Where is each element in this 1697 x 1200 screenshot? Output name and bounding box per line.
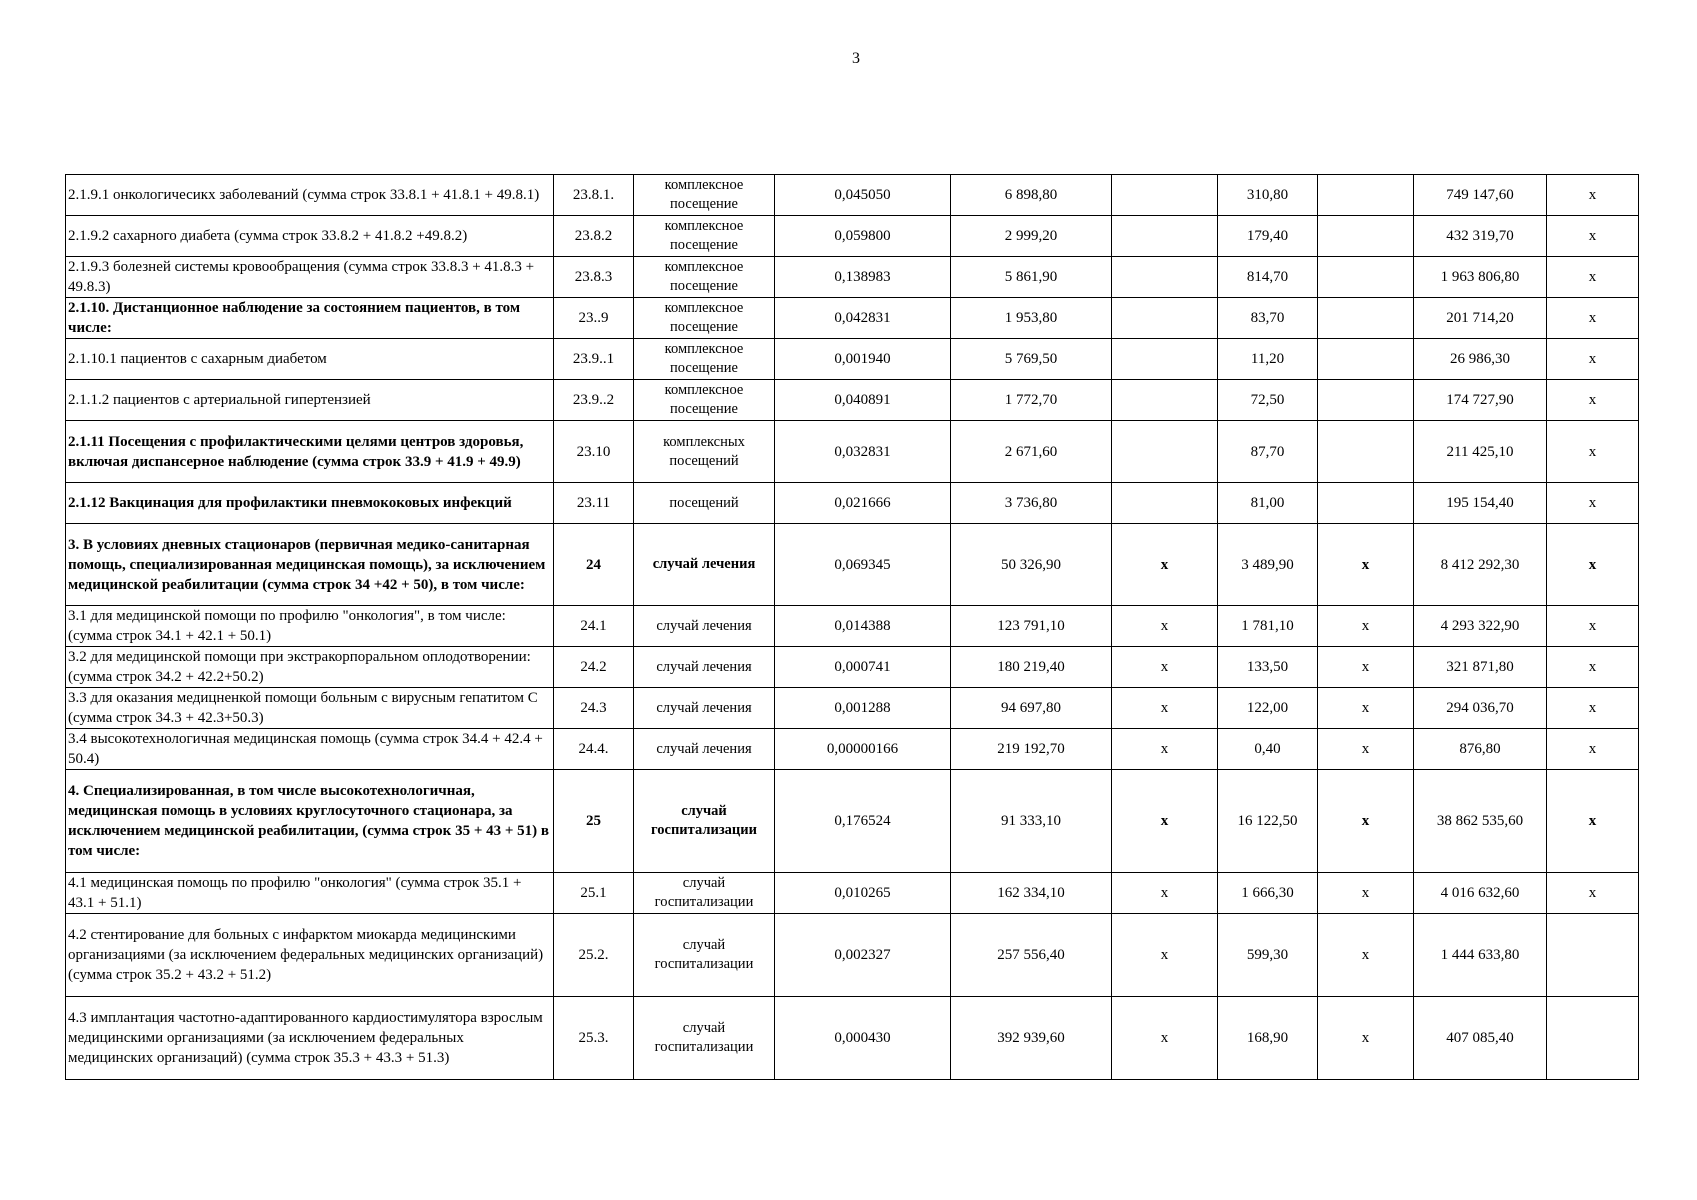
table-row <box>66 524 1639 606</box>
data-table <box>65 174 1639 1080</box>
table-row <box>66 873 1639 914</box>
row-budget-total <box>1318 483 1414 524</box>
row-standard-volume: 0,000741 <box>775 647 951 688</box>
row-standard-cost: 1 772,70 <box>951 380 1112 421</box>
row-budget-total <box>1318 421 1414 483</box>
row-budget-per-capita <box>1112 257 1218 298</box>
row-share: х <box>1547 729 1639 770</box>
row-oms-per-capita: 81,00 <box>1218 483 1318 524</box>
row-name: 4. Специализированная, в том числе высокотехнологичная, медицинская помощь в условиях круглосуточного стационара, за исключением медицинской реабилитации, (сумма строк 35 + 43 + 51) в том числе: <box>66 770 554 873</box>
table-row <box>66 380 1639 421</box>
row-budget-per-capita: х <box>1112 688 1218 729</box>
row-oms-total: 749 147,60 <box>1414 175 1547 216</box>
row-oms-total: 201 714,20 <box>1414 298 1547 339</box>
row-standard-cost: 94 697,80 <box>951 688 1112 729</box>
row-standard-volume: 0,014388 <box>775 606 951 647</box>
row-standard-cost: 162 334,10 <box>951 873 1112 914</box>
row-share: х <box>1547 873 1639 914</box>
row-standard-volume: 0,010265 <box>775 873 951 914</box>
row-oms-total: 321 871,80 <box>1414 647 1547 688</box>
row-budget-total <box>1318 216 1414 257</box>
row-share: х <box>1547 339 1639 380</box>
table-row <box>66 729 1639 770</box>
row-standard-volume: 0,000430 <box>775 997 951 1080</box>
row-code: 25.3. <box>554 997 634 1080</box>
row-standard-cost: 1 953,80 <box>951 298 1112 339</box>
row-oms-per-capita: 133,50 <box>1218 647 1318 688</box>
row-budget-total <box>1318 298 1414 339</box>
row-name: 2.1.1.2 пациентов с артериальной гипертензией <box>66 380 554 421</box>
row-code: 24 <box>554 524 634 606</box>
row-standard-volume: 0,042831 <box>775 298 951 339</box>
row-oms-total: 294 036,70 <box>1414 688 1547 729</box>
row-unit: комплексное посещение <box>634 380 775 421</box>
row-budget-total: х <box>1318 770 1414 873</box>
row-standard-cost: 219 192,70 <box>951 729 1112 770</box>
row-share: х <box>1547 380 1639 421</box>
row-share: х <box>1547 483 1639 524</box>
row-unit: комплексное посещение <box>634 257 775 298</box>
row-name: 3. В условиях дневных стационаров (первичная медико-санитарная помощь, специализированная медицинская помощь), за исключением медицинской реабилитации (сумма строк 34 +42 + 50), в том числе: <box>66 524 554 606</box>
row-standard-cost: 123 791,10 <box>951 606 1112 647</box>
table-row <box>66 339 1639 380</box>
row-code: 23.8.2 <box>554 216 634 257</box>
row-name: 3.3 для оказания медицненкой помощи больным с вирусным гепатитом С (сумма строк 34.3 + 42.3+50.3) <box>66 688 554 729</box>
table-row <box>66 647 1639 688</box>
row-code: 24.2 <box>554 647 634 688</box>
row-oms-per-capita: 1 666,30 <box>1218 873 1318 914</box>
row-name: 2.1.12 Вакцинация для профилактики пневмококовых инфекций <box>66 483 554 524</box>
row-name: 3.1 для медицинской помощи по профилю "онкология", в том числе: (сумма строк 34.1 + 42.1 + 50.1) <box>66 606 554 647</box>
row-oms-per-capita: 310,80 <box>1218 175 1318 216</box>
row-unit: комплексное посещение <box>634 339 775 380</box>
row-budget-per-capita <box>1112 483 1218 524</box>
row-name: 2.1.10.1 пациентов с сахарным диабетом <box>66 339 554 380</box>
row-budget-per-capita <box>1112 380 1218 421</box>
row-budget-per-capita: х <box>1112 997 1218 1080</box>
row-name: 2.1.9.3 болезней системы кровообращения (сумма строк 33.8.3 + 41.8.3 + 49.8.3) <box>66 257 554 298</box>
row-code: 23.9..1 <box>554 339 634 380</box>
row-standard-volume: 0,176524 <box>775 770 951 873</box>
row-oms-total: 26 986,30 <box>1414 339 1547 380</box>
row-code: 23.8.3 <box>554 257 634 298</box>
row-budget-per-capita: х <box>1112 524 1218 606</box>
row-share: х <box>1547 524 1639 606</box>
table-row <box>66 257 1639 298</box>
row-share: х <box>1547 688 1639 729</box>
row-oms-per-capita: 599,30 <box>1218 914 1318 997</box>
row-code: 23..9 <box>554 298 634 339</box>
row-oms-per-capita: 122,00 <box>1218 688 1318 729</box>
row-name: 4.1 медицинская помощь по профилю "онкология" (сумма строк 35.1 + 43.1 + 51.1) <box>66 873 554 914</box>
row-oms-per-capita: 3 489,90 <box>1218 524 1318 606</box>
row-share <box>1547 914 1639 997</box>
row-share: х <box>1547 216 1639 257</box>
row-oms-per-capita: 72,50 <box>1218 380 1318 421</box>
row-code: 23.8.1. <box>554 175 634 216</box>
row-budget-per-capita <box>1112 216 1218 257</box>
row-unit: комплексное посещение <box>634 298 775 339</box>
row-budget-total: х <box>1318 524 1414 606</box>
row-budget-total: х <box>1318 729 1414 770</box>
row-standard-volume: 0,021666 <box>775 483 951 524</box>
row-oms-total: 4 016 632,60 <box>1414 873 1547 914</box>
row-unit: случай госпитализации <box>634 873 775 914</box>
row-standard-cost: 91 333,10 <box>951 770 1112 873</box>
row-budget-per-capita: х <box>1112 914 1218 997</box>
row-oms-per-capita: 1 781,10 <box>1218 606 1318 647</box>
row-code: 25.1 <box>554 873 634 914</box>
row-code: 23.10 <box>554 421 634 483</box>
row-code: 24.1 <box>554 606 634 647</box>
row-oms-per-capita: 83,70 <box>1218 298 1318 339</box>
row-oms-per-capita: 0,40 <box>1218 729 1318 770</box>
row-name: 2.1.11 Посещения с профилактическими целями центров здоровья, включая диспансерное наблюдение (сумма строк 33.9 + 41.9 + 49.9) <box>66 421 554 483</box>
row-name: 2.1.10. Дистанционное наблюдение за состоянием пациентов, в том числе: <box>66 298 554 339</box>
row-name: 2.1.9.2 сахарного диабета (сумма строк 33.8.2 + 41.8.2 +49.8.2) <box>66 216 554 257</box>
row-budget-total: х <box>1318 997 1414 1080</box>
row-standard-cost: 3 736,80 <box>951 483 1112 524</box>
row-budget-total <box>1318 257 1414 298</box>
row-unit: случай госпитализации <box>634 914 775 997</box>
row-budget-per-capita <box>1112 298 1218 339</box>
row-code: 24.3 <box>554 688 634 729</box>
row-oms-total: 1 444 633,80 <box>1414 914 1547 997</box>
row-name: 2.1.9.1 онкологичесикх заболеваний (сумма строк 33.8.1 + 41.8.1 + 49.8.1) <box>66 175 554 216</box>
row-oms-per-capita: 87,70 <box>1218 421 1318 483</box>
row-budget-total: х <box>1318 914 1414 997</box>
table-row <box>66 688 1639 729</box>
row-unit: случай госпитализации <box>634 770 775 873</box>
table-row <box>66 298 1639 339</box>
row-standard-volume: 0,138983 <box>775 257 951 298</box>
row-budget-per-capita: х <box>1112 606 1218 647</box>
row-standard-cost: 6 898,80 <box>951 175 1112 216</box>
row-unit: случай лечения <box>634 524 775 606</box>
row-oms-total: 1 963 806,80 <box>1414 257 1547 298</box>
table-row <box>66 216 1639 257</box>
row-oms-total: 8 412 292,30 <box>1414 524 1547 606</box>
row-oms-total: 432 319,70 <box>1414 216 1547 257</box>
table-row <box>66 421 1639 483</box>
row-budget-total: х <box>1318 647 1414 688</box>
row-oms-per-capita: 179,40 <box>1218 216 1318 257</box>
row-standard-cost: 5 861,90 <box>951 257 1112 298</box>
row-oms-total: 174 727,90 <box>1414 380 1547 421</box>
row-share: х <box>1547 647 1639 688</box>
table-row <box>66 914 1639 997</box>
row-share: х <box>1547 175 1639 216</box>
row-oms-per-capita: 168,90 <box>1218 997 1318 1080</box>
row-share: х <box>1547 606 1639 647</box>
row-budget-total: х <box>1318 688 1414 729</box>
row-budget-total <box>1318 339 1414 380</box>
table-row <box>66 606 1639 647</box>
row-budget-per-capita: х <box>1112 873 1218 914</box>
row-standard-cost: 180 219,40 <box>951 647 1112 688</box>
row-standard-volume: 0,045050 <box>775 175 951 216</box>
row-oms-total: 4 293 322,90 <box>1414 606 1547 647</box>
row-standard-volume: 0,002327 <box>775 914 951 997</box>
row-standard-cost: 50 326,90 <box>951 524 1112 606</box>
row-standard-cost: 257 556,40 <box>951 914 1112 997</box>
row-code: 25 <box>554 770 634 873</box>
row-budget-total <box>1318 380 1414 421</box>
row-share <box>1547 997 1639 1080</box>
row-share: х <box>1547 298 1639 339</box>
row-unit: комплексное посещение <box>634 216 775 257</box>
row-standard-volume: 0,040891 <box>775 380 951 421</box>
row-share: х <box>1547 421 1639 483</box>
row-budget-total <box>1318 175 1414 216</box>
row-code: 23.11 <box>554 483 634 524</box>
row-unit: случай лечения <box>634 647 775 688</box>
row-code: 25.2. <box>554 914 634 997</box>
row-unit: случай лечения <box>634 688 775 729</box>
row-standard-cost: 2 671,60 <box>951 421 1112 483</box>
row-oms-total: 211 425,10 <box>1414 421 1547 483</box>
row-budget-per-capita: х <box>1112 770 1218 873</box>
row-standard-volume: 0,001288 <box>775 688 951 729</box>
row-unit: случай госпитализации <box>634 997 775 1080</box>
row-share: х <box>1547 770 1639 873</box>
row-code: 24.4. <box>554 729 634 770</box>
row-standard-cost: 392 939,60 <box>951 997 1112 1080</box>
row-name: 3.2 для медицинской помощи при экстракорпоральном оплодотворении: (сумма строк 34.2 + 42.2+50.2) <box>66 647 554 688</box>
row-unit: посещений <box>634 483 775 524</box>
row-standard-volume: 0,00000166 <box>775 729 951 770</box>
row-unit: комплексное посещение <box>634 175 775 216</box>
row-budget-total: х <box>1318 873 1414 914</box>
row-budget-per-capita: х <box>1112 729 1218 770</box>
row-code: 23.9..2 <box>554 380 634 421</box>
row-budget-per-capita: х <box>1112 647 1218 688</box>
row-standard-volume: 0,032831 <box>775 421 951 483</box>
row-unit: случай лечения <box>634 606 775 647</box>
table-row <box>66 175 1639 216</box>
row-oms-per-capita: 11,20 <box>1218 339 1318 380</box>
row-name: 3.4 высокотехнологичная медицинская помощь (сумма строк 34.4 + 42.4 + 50.4) <box>66 729 554 770</box>
row-share: х <box>1547 257 1639 298</box>
row-oms-total: 195 154,40 <box>1414 483 1547 524</box>
row-oms-total: 407 085,40 <box>1414 997 1547 1080</box>
row-oms-total: 876,80 <box>1414 729 1547 770</box>
row-budget-total: х <box>1318 606 1414 647</box>
table-row <box>66 483 1639 524</box>
row-budget-per-capita <box>1112 175 1218 216</box>
row-standard-volume: 0,069345 <box>775 524 951 606</box>
table-row <box>66 997 1639 1080</box>
row-budget-per-capita <box>1112 421 1218 483</box>
row-standard-cost: 2 999,20 <box>951 216 1112 257</box>
row-name: 4.3 имплантация частотно-адаптированного кардиостимулятора взрослым медицинскими организациями (за исключением федеральных медицинских организаций) (сумма строк 35.3 + 43.3 + 51.3) <box>66 997 554 1080</box>
row-budget-per-capita <box>1112 339 1218 380</box>
row-name: 4.2 стентирование для больных с инфарктом миокарда медицинскими организациями (за исключением федеральных медицинских организаций) (сумма строк 35.2 + 43.2 + 51.2) <box>66 914 554 997</box>
row-standard-volume: 0,001940 <box>775 339 951 380</box>
table-row <box>66 770 1639 873</box>
row-unit: случай лечения <box>634 729 775 770</box>
row-oms-per-capita: 16 122,50 <box>1218 770 1318 873</box>
row-oms-total: 38 862 535,60 <box>1414 770 1547 873</box>
row-standard-cost: 5 769,50 <box>951 339 1112 380</box>
page-number: 3 <box>852 50 860 67</box>
row-oms-per-capita: 814,70 <box>1218 257 1318 298</box>
row-standard-volume: 0,059800 <box>775 216 951 257</box>
row-unit: комплексных посещений <box>634 421 775 483</box>
